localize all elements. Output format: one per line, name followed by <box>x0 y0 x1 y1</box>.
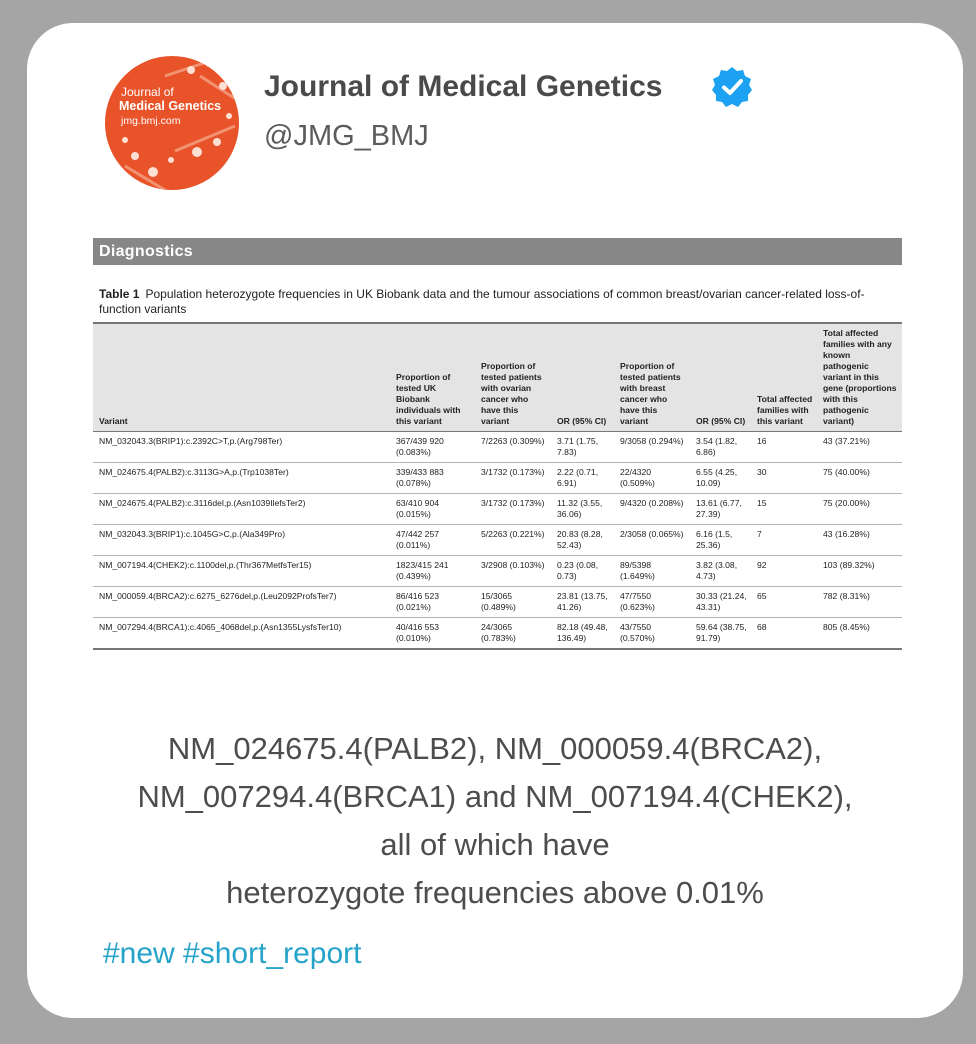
table-cell: 82.18 (49.48, 136.49) <box>551 618 614 650</box>
tweet-text-line: NM_024675.4(PALB2), NM_000059.4(BRCA2), <box>167 731 823 766</box>
table-header-row <box>93 323 902 432</box>
table-cell: 22/4320 (0.509%) <box>614 463 690 494</box>
table-cell: 20.83 (8.28, 52.43) <box>551 525 614 556</box>
table-cell: 3/1732 (0.173%) <box>475 463 551 494</box>
table-cell: 15 <box>751 494 817 525</box>
tweet-text-line: NM_007294.4(BRCA1) and NM_007194.4(CHEK2), <box>137 779 853 814</box>
avatar-text-journal: Journal of <box>121 85 174 99</box>
table-cell: 3/2908 (0.103%) <box>475 556 551 587</box>
table-cell: 75 (20.00%) <box>817 494 902 525</box>
table-cell: 30 <box>751 463 817 494</box>
tweet-text-line: heterozygote frequencies above 0.01% <box>226 875 764 910</box>
section-title: Diagnostics <box>93 238 902 265</box>
header-cell: Proportion of tested patients with ovarian cancer who have this variant <box>475 323 551 432</box>
header-cell: Proportion of tested UK Biobank individuals with this variant <box>390 323 475 432</box>
table-cell: 9/4320 (0.208%) <box>614 494 690 525</box>
table-cell: 6.16 (1.5, 25.36) <box>690 525 751 556</box>
table-cell: 63/410 904 (0.015%) <box>390 494 475 525</box>
tweet-card <box>27 23 963 1018</box>
header-cell: Total affected families with any known pathogenic variant in this gene (proportions with this pathogenic variant) <box>817 323 902 432</box>
table-cell: 24/3065 (0.783%) <box>475 618 551 650</box>
table-cell: 2/3058 (0.065%) <box>614 525 690 556</box>
table-cell: 68 <box>751 618 817 650</box>
table-row <box>93 618 902 650</box>
table-cell: 9/3058 (0.294%) <box>614 432 690 463</box>
table-cell: NM_032043.3(BRIP1):c.1045G>C,p.(Ala349Pro) <box>93 525 390 556</box>
table-cell: 89/5398 (1.649%) <box>614 556 690 587</box>
hashtag-links[interactable]: #new #short_report <box>103 937 362 970</box>
table-cell: 13.61 (6.77, 27.39) <box>690 494 751 525</box>
avatar-text-url: jmg.bmj.com <box>121 115 181 127</box>
table-label: Table 1 <box>99 287 140 301</box>
table-row <box>93 556 902 587</box>
table-cell: 86/416 523 (0.021%) <box>390 587 475 618</box>
account-handle[interactable]: @JMG_BMJ <box>264 120 429 152</box>
table-cell: 7/2263 (0.309%) <box>475 432 551 463</box>
header-cell: OR (95% CI) <box>551 323 614 432</box>
table-cell: 367/439 920 (0.083%) <box>390 432 475 463</box>
table-cell: 43/7550 (0.570%) <box>614 618 690 650</box>
table-cell: 805 (8.45%) <box>817 618 902 650</box>
table-cell: 11.32 (3.55, 36.06) <box>551 494 614 525</box>
table-cell: 782 (8.31%) <box>817 587 902 618</box>
results-table <box>93 322 902 650</box>
tweet-text-line: all of which have <box>380 827 610 862</box>
table-cell: 3.54 (1.82, 6.86) <box>690 432 751 463</box>
table-row <box>93 463 902 494</box>
tweet-text <box>27 725 963 917</box>
table-cell: 2.22 (0.71, 6.91) <box>551 463 614 494</box>
table-cell: 59.64 (38.75, 91.79) <box>690 618 751 650</box>
table-cell: NM_024675.4(PALB2):c.3113G>A,p.(Trp1038Ter) <box>93 463 390 494</box>
table-cell: NM_007194.4(CHEK2):c.1100del,p.(Thr367MetfsTer15) <box>93 556 390 587</box>
verified-badge-icon <box>711 66 753 108</box>
table-cell: NM_032043.3(BRIP1):c.2392C>T,p.(Arg798Ter) <box>93 432 390 463</box>
table-cell: 92 <box>751 556 817 587</box>
table-cell: NM_000059.4(BRCA2):c.6275_6276del,p.(Leu2092ProfsTer7) <box>93 587 390 618</box>
table-cell: 7 <box>751 525 817 556</box>
table-caption <box>93 287 902 317</box>
table-cell: 1823/415 241 (0.439%) <box>390 556 475 587</box>
table-cell: 43 (16.28%) <box>817 525 902 556</box>
display-name[interactable]: Journal of Medical Genetics <box>264 70 663 103</box>
table-cell: 75 (40.00%) <box>817 463 902 494</box>
table-cell: 3/1732 (0.173%) <box>475 494 551 525</box>
table-cell: 0.23 (0.08, 0.73) <box>551 556 614 587</box>
table-cell: 3.82 (3.08, 4.73) <box>690 556 751 587</box>
table-cell: 103 (89.32%) <box>817 556 902 587</box>
header-cell: Total affected families with this variant <box>751 323 817 432</box>
avatar-text-title: Medical Genetics <box>119 99 222 113</box>
table-row <box>93 587 902 618</box>
table-cell: NM_007294.4(BRCA1):c.4065_4068del,p.(Asn1355LysfsTer10) <box>93 618 390 650</box>
header-cell: OR (95% CI) <box>690 323 751 432</box>
table-cell: 6.55 (4.25, 10.09) <box>690 463 751 494</box>
attached-document-image[interactable] <box>93 238 902 650</box>
table-cell: 23.81 (13.75, 41.26) <box>551 587 614 618</box>
table-cell: 47/7550 (0.623%) <box>614 587 690 618</box>
table-cell: 40/416 553 (0.010%) <box>390 618 475 650</box>
table-caption-text: Population heterozygote frequencies in UK Biobank data and the tumour associations of common breast/ovarian cancer-related loss-of-function variants <box>99 287 865 316</box>
table-cell: 65 <box>751 587 817 618</box>
avatar[interactable] <box>105 56 239 190</box>
table-cell: 47/442 257 (0.011%) <box>390 525 475 556</box>
header-cell: Variant <box>93 323 390 432</box>
table-cell: 339/433 883 (0.078%) <box>390 463 475 494</box>
table-cell: 5/2263 (0.221%) <box>475 525 551 556</box>
table-cell: 43 (37.21%) <box>817 432 902 463</box>
table-row <box>93 494 902 525</box>
table-cell: 30.33 (21.24, 43.31) <box>690 587 751 618</box>
table-cell: NM_024675.4(PALB2):c.3116del,p.(Asn1039IlefsTer2) <box>93 494 390 525</box>
table-cell: 16 <box>751 432 817 463</box>
table-row <box>93 432 902 463</box>
table-cell: 15/3065 (0.489%) <box>475 587 551 618</box>
table-row <box>93 525 902 556</box>
header-cell: Proportion of tested patients with breast cancer who have this variant <box>614 323 690 432</box>
table-cell: 3.71 (1.75, 7.83) <box>551 432 614 463</box>
